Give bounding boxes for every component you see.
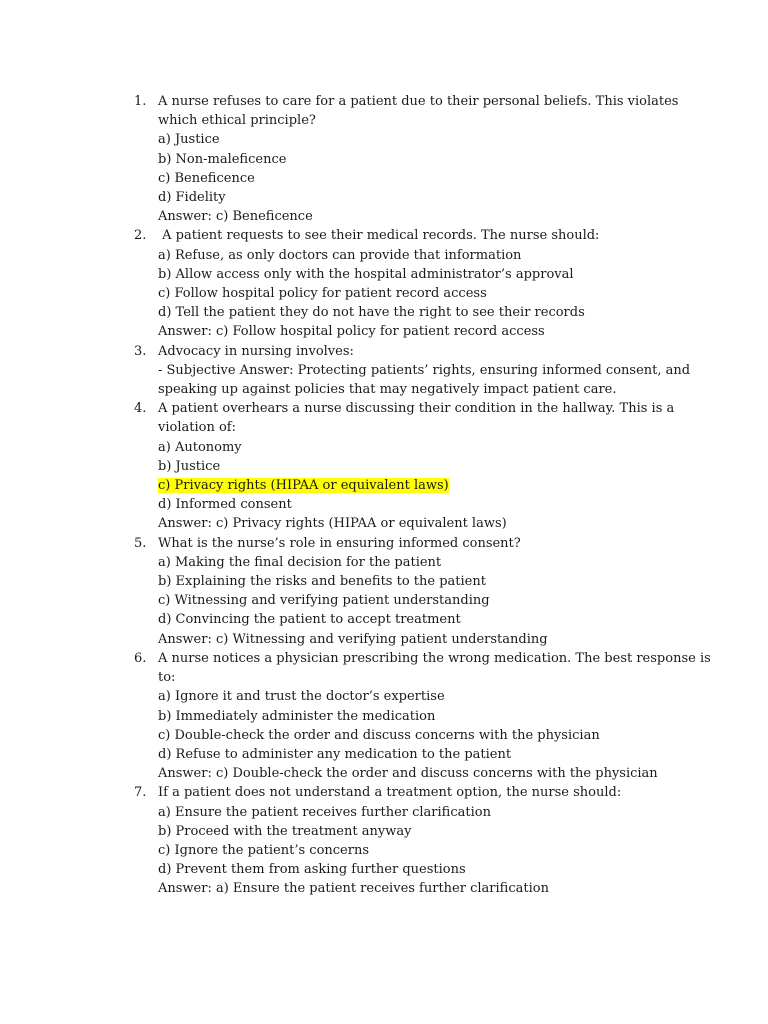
option-c-highlighted — [158, 476, 674, 495]
answer-line: Answer: c) Witnessing and verifying patient understanding — [158, 631, 548, 647]
answer-line: Answer: c) Beneficence — [158, 209, 313, 225]
question-number: 1. — [134, 94, 147, 109]
question-body — [158, 534, 634, 649]
question-item — [134, 783, 634, 898]
option-b: b) Allow access only with the hospital administrator’s approval — [158, 266, 574, 282]
question-body — [158, 226, 634, 341]
option-a: a) Ensure the patient receives further clarification — [158, 804, 491, 820]
question-body — [158, 92, 678, 226]
question-text: to: — [158, 670, 176, 686]
answer-line: - Subjective Answer: Protecting patients’ rights, ensuring informed consent, and — [158, 362, 691, 378]
question-text: If a patient does not understand a treatment option, the nurse should: — [158, 785, 622, 801]
option-d: d) Informed consent — [158, 497, 292, 513]
option-d: d) Fidelity — [158, 190, 226, 206]
question-number: 3. — [134, 343, 147, 359]
option-c: c) Ignore the patient’s concerns — [158, 842, 369, 858]
answer-line: Answer: a) Ensure the patient receives further clarification — [158, 881, 549, 897]
option-a: a) Ignore it and trust the doctor’s expertise — [158, 689, 445, 705]
option-c: c) Witnessing and verifying patient understanding — [158, 593, 490, 609]
option-a: a) Autonomy — [158, 439, 242, 455]
answer-line: Answer: c) Double-check the order and discuss concerns with the physician — [158, 766, 658, 782]
option-c: c) Double-check the order and discuss concerns with the physician — [158, 727, 600, 743]
question-number: 6. — [134, 650, 147, 666]
question-body — [158, 342, 690, 400]
option-c: c) Follow hospital policy for patient record access — [158, 286, 487, 302]
question-item — [134, 534, 634, 649]
option-a: a) Justice — [158, 132, 220, 148]
text-highlight: c) Privacy rights (HIPAA or equivalent laws) — [158, 478, 449, 494]
answer-line: speaking up against policies that may negatively impact patient care. — [158, 382, 617, 398]
option-b: b) Explaining the risks and benefits to the patient — [158, 574, 486, 590]
question-body — [158, 783, 634, 898]
option-b: b) Justice — [158, 458, 221, 474]
option-b: b) Non-maleficence — [158, 151, 287, 167]
option-d: d) Prevent them from asking further questions — [158, 862, 466, 878]
question-text: which ethical principle? — [158, 113, 316, 129]
question-item — [134, 649, 711, 783]
question-body — [158, 399, 674, 533]
question-item — [134, 92, 679, 226]
question-number: 4. — [134, 401, 147, 417]
option-b: b) Proceed with the treatment anyway — [158, 823, 412, 839]
question-item — [134, 342, 691, 400]
question-text: What is the nurse’s role in ensuring informed consent? — [158, 535, 521, 551]
option-a: a) Making the final decision for the patient — [158, 554, 442, 570]
question-body — [158, 649, 711, 783]
question-number: 5. — [134, 535, 147, 551]
question-text: A nurse notices a physician prescribing the wrong medication. The best response is — [158, 650, 711, 666]
option-d: d) Convincing the patient to accept treatment — [158, 612, 461, 628]
question-text: violation of: — [158, 420, 236, 436]
question-item — [134, 399, 675, 533]
answer-line: Answer: c) Privacy rights (HIPAA or equivalent laws) — [158, 516, 507, 532]
question-item — [134, 226, 634, 341]
question-list — [134, 92, 711, 899]
question-text: A patient overhears a nurse discussing their condition in the hallway. This is a — [158, 401, 675, 417]
option-d: d) Refuse to administer any medication to the patient — [158, 746, 512, 762]
question-number: 2. — [134, 228, 147, 244]
option-a: a) Refuse, as only doctors can provide that information — [158, 247, 522, 263]
question-number: 7. — [134, 785, 147, 801]
option-d: d) Tell the patient they do not have the right to see their records — [158, 305, 585, 321]
option-c: c) Beneficence — [158, 170, 255, 186]
question-text: Advocacy in nursing involves: — [158, 343, 354, 359]
question-text: A nurse refuses to care for a patient due to their personal beliefs. This violates — [158, 94, 679, 109]
question-text: A patient requests to see their medical records. The nurse should: — [158, 228, 600, 244]
answer-line: Answer: c) Follow hospital policy for patient record access — [158, 324, 545, 340]
option-b: b) Immediately administer the medication — [158, 708, 436, 724]
